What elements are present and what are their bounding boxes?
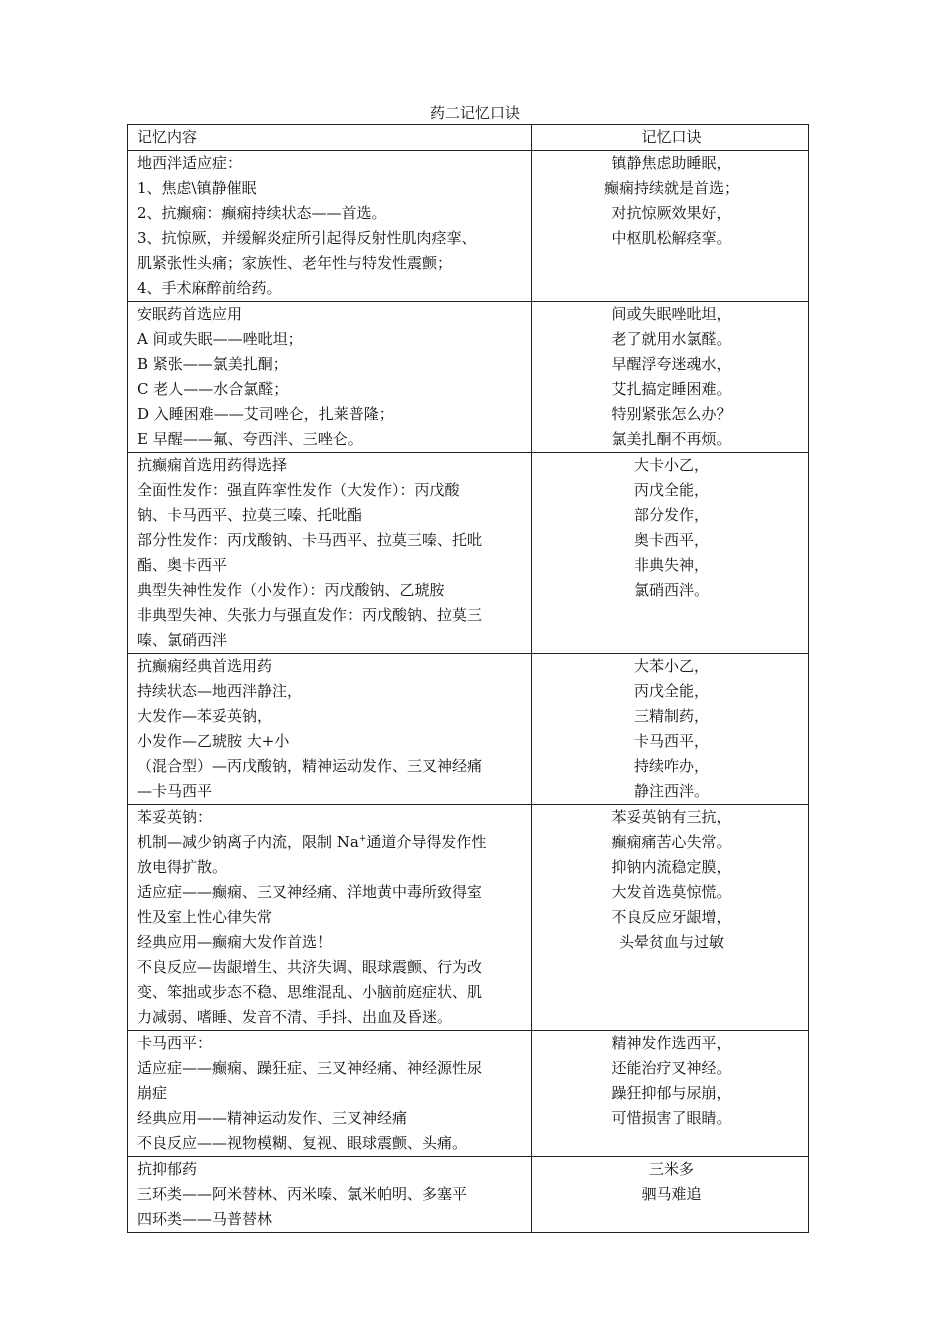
mnemonic-line: 中枢肌松解痉挛。 xyxy=(611,229,732,247)
mnemonic-line: 丙戊全能， xyxy=(633,481,709,499)
mnemonic-line: 三米多 xyxy=(648,1160,694,1178)
content-line: 小发作—乙琥胺 大+小 xyxy=(137,732,290,750)
content-line: 变、笨拙或步态不稳、思维混乱、小脑前庭症状、肌 xyxy=(137,983,483,1001)
mnemonic-line: 还能治疗叉神经。 xyxy=(611,1059,732,1077)
content-line: 不良反应—齿龈增生、共济失调、眼球震颤、行为改 xyxy=(137,958,483,976)
content-line: 4、手术麻醉前给药。 xyxy=(137,279,282,297)
document-title: 药二记忆口诀 xyxy=(429,104,520,122)
memory-content-cell xyxy=(128,302,532,453)
content-line: 非典型失神、失张力与强直发作：丙戊酸钠、拉莫三 xyxy=(137,606,483,624)
mnemonic-line: 镇静焦虑助睡眠， xyxy=(611,154,732,172)
content-line: 地西泮适应症： xyxy=(137,154,243,172)
mnemonic-line: 精神发作选西平， xyxy=(611,1034,732,1052)
content-line: B 紧张——氯美扎酮； xyxy=(137,355,288,373)
mnemonic-line: 苯妥英钠有三抗， xyxy=(611,808,732,826)
table-header-row xyxy=(128,125,809,151)
mnemonic-line: 奥卡西平， xyxy=(633,531,709,549)
content-line: 不良反应——视物模糊、复视、眼球震颤、头痛。 xyxy=(137,1134,468,1152)
mnemonic-line: 持续咋办， xyxy=(633,757,709,775)
mnemonic-line: 驷马难追 xyxy=(641,1185,702,1203)
mnemonic-line: 氯硝西泮。 xyxy=(633,581,709,599)
content-line: 3、抗惊厥，并缓解炎症所引起得反射性肌肉痉挛、 xyxy=(137,229,477,247)
content-line: 典型失神性发作（小发作）：丙戊酸钠、乙琥胺 xyxy=(137,581,445,599)
mnemonic-line: 静注西泮。 xyxy=(633,782,709,800)
mnemonic-table xyxy=(127,124,809,1233)
content-line: 钠、卡马西平、拉莫三嗪、托吡酯 xyxy=(137,506,363,524)
content-line: 适应症——癫痫、三叉神经痛、洋地黄中毒所致得室 xyxy=(137,883,483,901)
content-line: 经典应用——精神运动发作、三叉神经痛 xyxy=(137,1109,408,1127)
mnemonic-cell xyxy=(532,302,809,453)
mnemonic-line: 躁狂抑郁与尿崩， xyxy=(611,1084,732,1102)
mnemonic-line: 头晕贫血与过敏 xyxy=(618,933,724,951)
table-row xyxy=(128,805,809,1031)
mnemonic-line: 特别紧张怎么办？ xyxy=(611,405,732,423)
content-line: A 间或失眠——唑吡坦； xyxy=(137,330,303,348)
mnemonic-cell xyxy=(532,151,809,302)
memory-content-cell xyxy=(128,805,532,1031)
content-line: 机制—减少钠离子内流，限制 Na+通道介导得发作性 xyxy=(137,833,487,851)
content-line: —卡马西平 xyxy=(137,782,213,800)
header-content: 记忆内容 xyxy=(128,125,532,151)
content-line: 抗癫痫首选用药得选择 xyxy=(137,456,288,474)
mnemonic-line: 癫痫痛苦心失常。 xyxy=(611,833,732,851)
content-line: 抗癫痫经典首选用药 xyxy=(137,657,273,675)
mnemonic-cell xyxy=(532,654,809,805)
content-line: 安眠药首选应用 xyxy=(137,305,243,323)
mnemonic-line: 大苯小乙， xyxy=(633,657,709,675)
content-line: 抗抑郁药 xyxy=(137,1160,198,1178)
mnemonic-cell xyxy=(532,453,809,654)
content-line: 大发作—苯妥英钠， xyxy=(137,707,273,725)
content-line: 崩症 xyxy=(137,1084,168,1102)
mnemonic-line: 艾扎搞定睡困难。 xyxy=(611,380,732,398)
mnemonic-line: 非典失神， xyxy=(633,556,709,574)
mnemonic-cell xyxy=(532,1157,809,1233)
memory-content-cell xyxy=(128,1157,532,1233)
content-line: 部分性发作：丙戊酸钠、卡马西平、拉莫三嗪、托吡 xyxy=(137,531,483,549)
mnemonic-line: 可惜损害了眼睛。 xyxy=(611,1109,732,1127)
mnemonic-line: 对抗惊厥效果好， xyxy=(611,204,732,222)
content-line: 放电得扩散。 xyxy=(137,858,228,876)
content-line: 经典应用—癫痫大发作首选！ xyxy=(137,933,333,951)
mnemonic-line: 老了就用水氯醛。 xyxy=(611,330,732,348)
memory-content-cell xyxy=(128,1031,532,1157)
mnemonic-line: 氯美扎酮不再烦。 xyxy=(611,430,732,448)
mnemonic-cell xyxy=(532,805,809,1031)
content-line: 力减弱、嗜睡、发音不清、手抖、出血及昏迷。 xyxy=(137,1008,453,1026)
table-row xyxy=(128,151,809,302)
mnemonic-line: 三精制药， xyxy=(633,707,709,725)
mnemonic-line: 部分发作， xyxy=(633,506,709,524)
mnemonic-line: 不良反应牙龈增， xyxy=(611,908,732,926)
mnemonic-line: 癫痫持续就是首选； xyxy=(603,179,739,197)
header-mnemonic: 记忆口诀 xyxy=(532,125,809,151)
content-line: 卡马西平： xyxy=(137,1034,213,1052)
table-row xyxy=(128,654,809,805)
memory-content-cell xyxy=(128,453,532,654)
mnemonic-line: 大发首选莫惊慌。 xyxy=(611,883,732,901)
content-line: 2、抗癫痫：癫痫持续状态——首选。 xyxy=(137,204,387,222)
mnemonic-line: 早醒浮夸迷魂水， xyxy=(611,355,732,373)
content-line: 酯、奥卡西平 xyxy=(137,556,228,574)
table-row xyxy=(128,302,809,453)
content-line: C 老人——水合氯醛； xyxy=(137,380,289,398)
content-line: 持续状态—地西泮静注， xyxy=(137,682,303,700)
table-row xyxy=(128,1157,809,1233)
content-line: 嗪、氯硝西泮 xyxy=(137,631,228,649)
content-line: 四环类——马普替林 xyxy=(137,1210,273,1228)
mnemonic-line: 大卡小乙， xyxy=(633,456,709,474)
content-line: （混合型）—丙戊酸钠，精神运动发作、三叉神经痛 xyxy=(137,757,483,775)
table-row xyxy=(128,1031,809,1157)
content-line: 肌紧张性头痛；家族性、老年性与特发性震颤； xyxy=(137,254,453,272)
content-line: 全面性发作：强直阵挛性发作（大发作）：丙戊酸 xyxy=(137,481,460,499)
memory-content-cell xyxy=(128,654,532,805)
table-row xyxy=(128,453,809,654)
content-line: E 早醒——氟、夸西泮、三唑仑。 xyxy=(137,430,363,448)
mnemonic-line: 间或失眠唑吡坦， xyxy=(611,305,732,323)
mnemonic-line: 丙戊全能， xyxy=(633,682,709,700)
content-line: 三环类——阿米替林、丙米嗪、氯米帕明、多塞平 xyxy=(137,1185,468,1203)
content-line: 1、焦虑\镇静催眠 xyxy=(137,179,257,197)
content-line: D 入睡困难——艾司唑仑，扎莱普隆； xyxy=(137,405,394,423)
content-line: 苯妥英钠： xyxy=(137,808,213,826)
memory-content-cell xyxy=(128,151,532,302)
mnemonic-line: 抑钠内流稳定膜， xyxy=(611,858,732,876)
content-line: 性及室上性心律失常 xyxy=(137,908,273,926)
content-line: 适应症——癫痫、躁狂症、三叉神经痛、神经源性尿 xyxy=(137,1059,483,1077)
mnemonic-line: 卡马西平， xyxy=(633,732,709,750)
mnemonic-cell xyxy=(532,1031,809,1157)
